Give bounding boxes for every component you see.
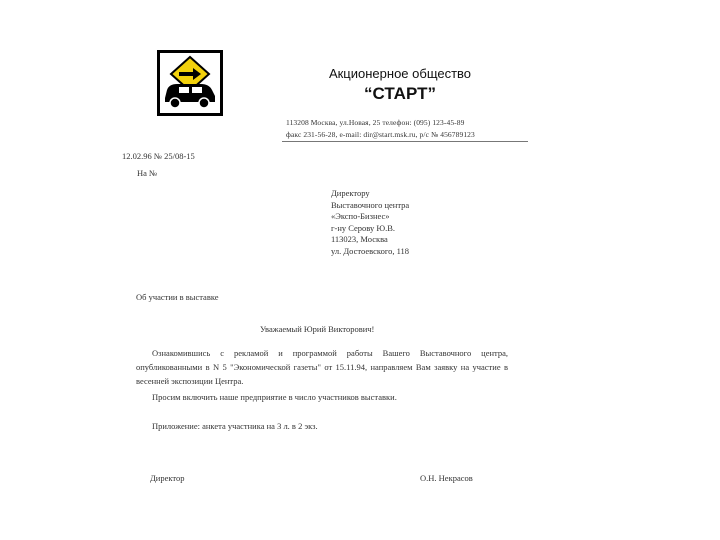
contact-line-2: факс 231-56-28, e-mail: dir@start.msk.ru, р/с № 456789123	[286, 130, 475, 139]
company-header	[300, 66, 500, 104]
letter-subject: Об участии в выставке	[136, 292, 219, 302]
attachment-note: Приложение: анкета участника на 3 л. в 2 экз.	[152, 421, 318, 431]
paragraph-2: Просим включить наше предприятие в число участников выставки.	[152, 392, 397, 402]
addressee-block	[331, 188, 481, 257]
addressee-line: 113023, Москва	[331, 234, 388, 244]
addressee-line: Директору	[331, 188, 370, 198]
company-name: “СТАРТ”	[364, 84, 436, 103]
signature-name: О.Н. Некрасов	[420, 473, 473, 483]
company-type: Акционерное общество	[328, 66, 472, 81]
addressee-line: г-ну Серову Ю.В.	[331, 222, 396, 233]
letter-date-number: 12.02.96 № 25/08-15	[122, 151, 195, 161]
addressee-line: ул. Достоевского, 118	[331, 245, 410, 256]
addressee-line: «Экспо-Бизнес»	[331, 211, 390, 221]
company-logo	[157, 50, 223, 116]
letter-body	[136, 346, 508, 388]
contact-line-1: 113208 Москва, ул.Новая, 25 телефон: (095) 123-45-89	[286, 118, 465, 127]
signature-title: Директор	[150, 473, 185, 483]
header-divider	[282, 141, 528, 142]
letter-reference: На №	[137, 168, 158, 178]
car-with-arrow-sign-icon	[157, 50, 223, 116]
letter-salutation: Уважаемый Юрий Викторович!	[260, 324, 375, 334]
company-contacts	[286, 117, 526, 141]
addressee-line: Выставочного центра	[331, 199, 410, 210]
paragraph-1: Ознакомившись с рекламой и программой работы Вашего Выставочного центра, опубликованными в N 5 "Экономической газеты" от 15.11.94, направляем Вам заявку на участие в весенней экспозиции Центра.	[136, 348, 508, 386]
